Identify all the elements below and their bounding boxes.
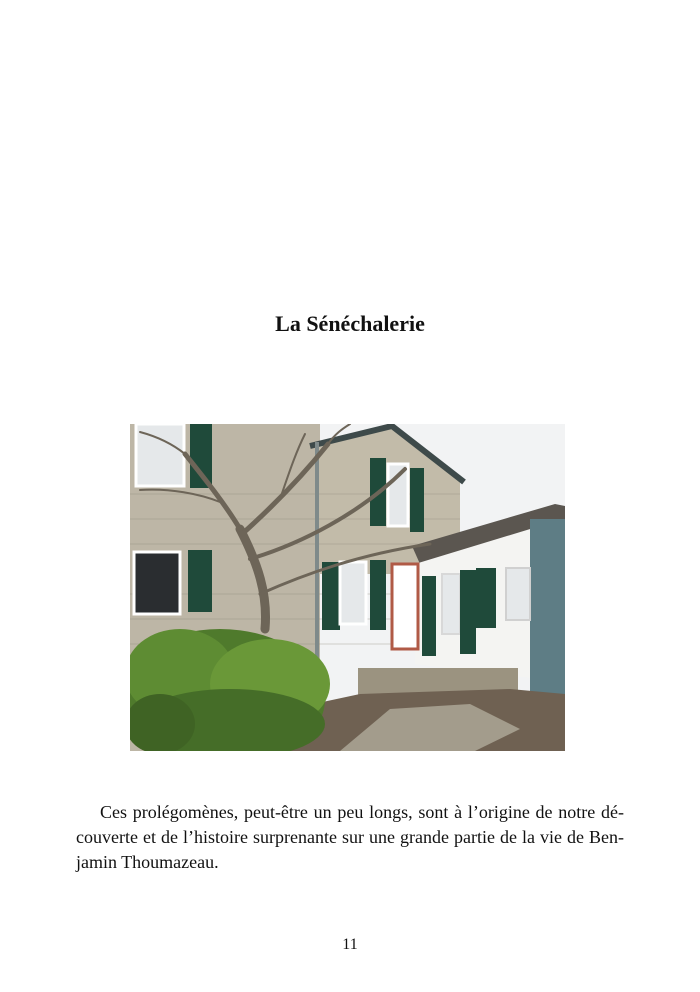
drainpipe — [315, 442, 319, 662]
page-number: 11 — [342, 936, 358, 953]
side-shed — [530, 519, 565, 719]
shutter-annex-1 — [422, 576, 436, 656]
shutter-annex-3 — [476, 568, 496, 628]
paragraph-line: couverte et de l’histoire surprenante sur une grande partie de la vie de Ben- — [76, 827, 624, 847]
shutter-center-left — [322, 562, 340, 630]
window-center — [340, 562, 366, 624]
page-title: La Sénéchalerie — [275, 311, 425, 336]
window-annex-1 — [442, 574, 460, 634]
shutter-lower-left — [188, 550, 212, 612]
shutter-annex-2 — [460, 570, 476, 654]
body-paragraph — [76, 800, 624, 875]
shutter-center-right — [370, 560, 386, 630]
house-photo — [130, 424, 565, 751]
door-frame — [392, 564, 418, 649]
paragraph-line: Ces prolégomènes, peut-être un peu longs, sont à l’origine de notre dé- — [100, 802, 624, 822]
window-annex-2 — [506, 568, 530, 620]
paragraph-line: jamin Thoumazeau. — [76, 852, 219, 872]
green-bush — [130, 629, 330, 751]
shutter-gable-right — [410, 468, 424, 532]
shutter-upper-left — [190, 424, 212, 488]
window-lower-left — [134, 552, 180, 614]
